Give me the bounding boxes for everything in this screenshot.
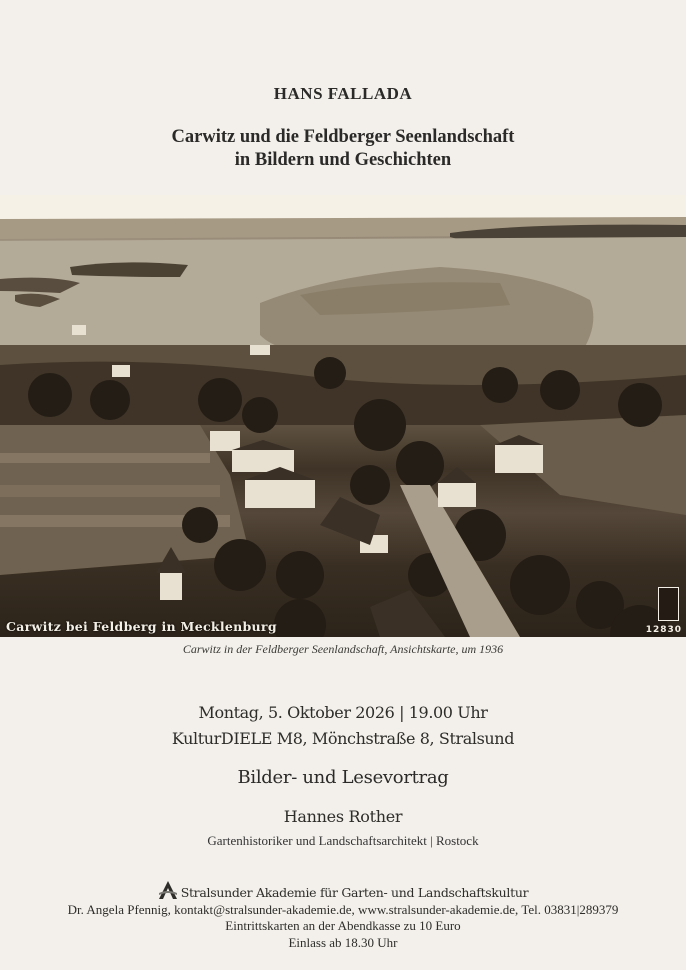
academy-logo-icon	[158, 880, 178, 900]
organizer-name: Stralsunder Akademie für Garten- und Landschaftskultur	[180, 885, 529, 900]
speaker-name: Hannes Rother	[283, 807, 403, 826]
author-heading: HANS FALLADA	[273, 84, 413, 103]
event-date-time: Montag, 5. Oktober 2026 | 19.00 Uhr	[198, 703, 488, 722]
ticket-info: Eintrittskarten an der Abendkasse zu 10 Euro	[225, 918, 461, 933]
contact-info: Dr. Angela Pfennig, kontakt@stralsunder-akademie.de, www.stralsunder-akademie.de, Tel. 03831|289379	[67, 902, 619, 917]
title-line-1: Carwitz und die Feldberger Seenlandschaft	[171, 127, 515, 147]
landscape-illustration	[0, 195, 686, 637]
photo-caption: Carwitz in der Feldberger Seenlandschaft, Ansichtskarte, um 1936	[182, 642, 504, 656]
card-number: 12830	[645, 625, 682, 635]
speaker-role: Gartenhistoriker und Landschaftsarchitekt | Rostock	[207, 833, 479, 848]
title-line-2: in Bildern und Geschichten	[234, 150, 452, 170]
publisher-stamp-icon	[658, 587, 679, 621]
event-type: Bilder- und Lesevortrag	[237, 767, 449, 788]
organizer	[0, 880, 686, 900]
aerial-photo	[0, 195, 686, 637]
photo-label: Carwitz bei Feldberg in Mecklenburg	[6, 619, 277, 634]
entry-time: Einlass ab 18.30 Uhr	[288, 935, 398, 950]
page-title	[0, 126, 686, 172]
event-venue: KulturDIELE M8, Mönchstraße 8, Stralsund	[171, 729, 515, 748]
